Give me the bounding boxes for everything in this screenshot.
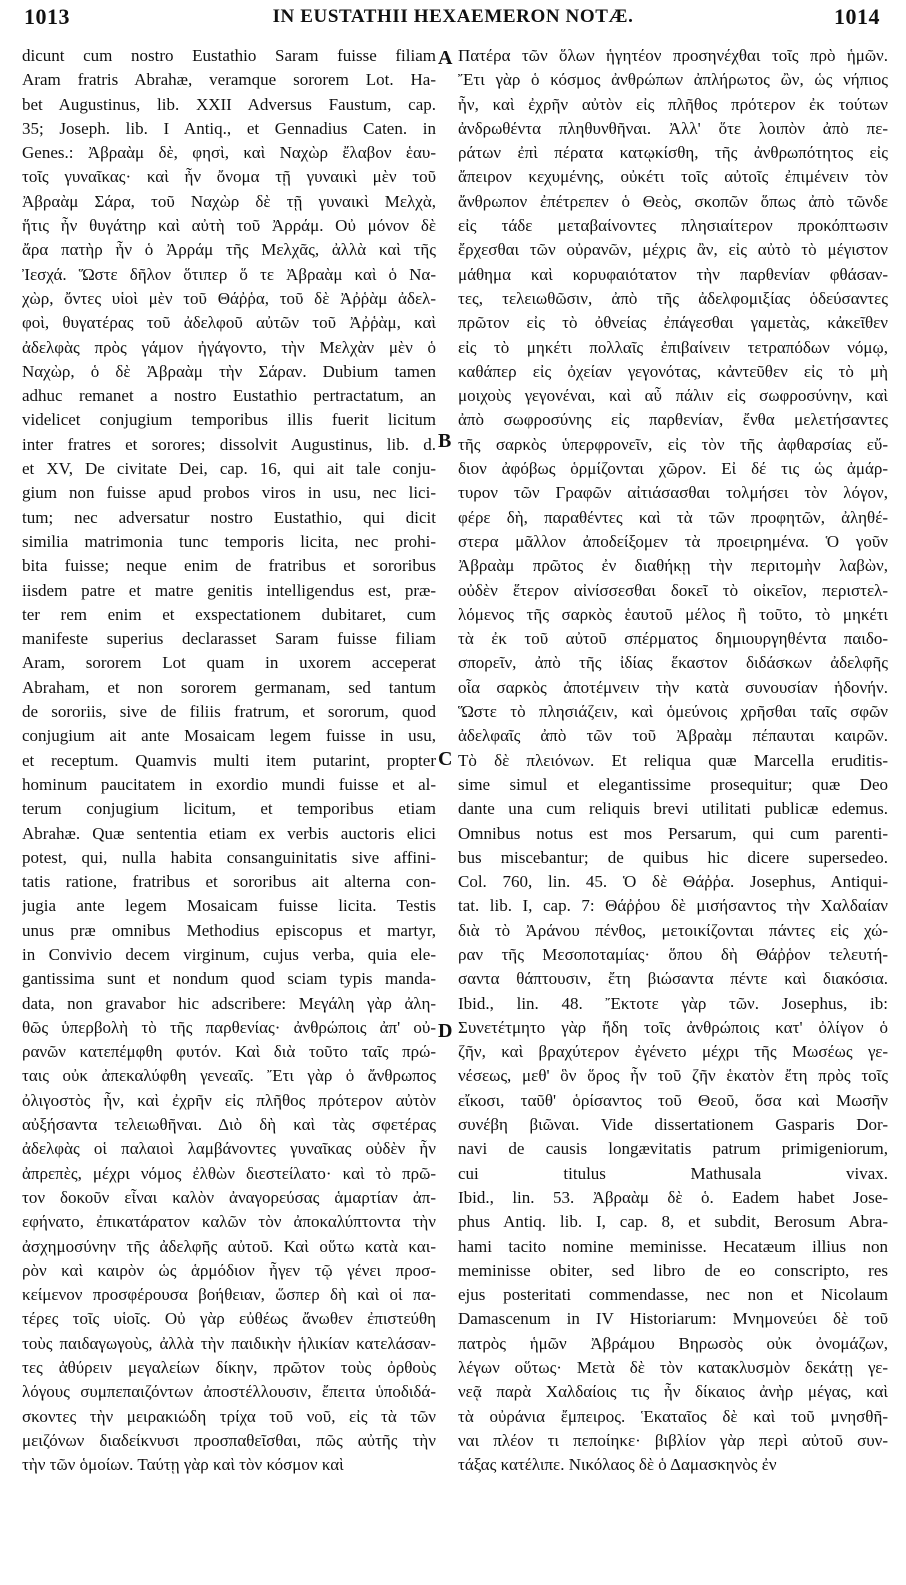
right-column-line: Ibid., lin. 53. Ἀβραὰμ δὲ ὁ. Eadem habet Jose-	[458, 1187, 888, 1207]
right-column-line: Ἔτι γὰρ ὁ κόσμος ἀνθρώπων ἀπλήρωτος ὢν, ὡς νήπιος	[458, 70, 888, 90]
left-column-line: iisdem patre et matre genitis intelligendus est, præ-	[22, 580, 436, 600]
left-column-line: εφήνατο, ἐπικατάρατον καλῶν τὸν ἀποκαλύπτοντα τὴν	[22, 1212, 436, 1232]
page-header	[0, 0, 906, 34]
right-column-line: ἔρχεσθαι τῶν οὐρανῶν, μέχρις ἂν, εἰς αὐτὸ τὸ μέγιστον	[458, 240, 888, 260]
left-column-line: ρανῶν κατεπέμφθη φυτόν. Καὶ διὰ τοῦτο ταῖς πρώ-	[22, 1042, 436, 1062]
right-column-line: στερα μᾶλλον ἀποδείξομεν τὰ προειρημένα. Ὁ γοῦν	[458, 531, 888, 551]
right-column-line: λόμενος τῆς σαρκὸς ἑαυτοῦ μέλος ἢ τοῦτο, τὸ μηκέτι	[458, 604, 888, 624]
right-column-line: τὰ ἐκ τοῦ αὐτοῦ σπέρματος δημιουργηθέντα παιδο-	[458, 629, 888, 649]
margin-letter-b: B	[438, 430, 452, 452]
right-column-line: διὰ τὸ Ἀράνου πένθος, μετοικίζονται πάντες εἰς χώ-	[458, 920, 888, 940]
right-column-line: Damascenum in IV Historiarum: Μνημονεύει δὲ τοῦ	[458, 1309, 888, 1329]
left-column-line: videlicet conjugium temporibus illis fuerit licitum	[22, 410, 436, 430]
right-column-line: ἀπὸ σωφροσύνης εἰς παρθενίαν, ἔνθα μελετήσαντες	[458, 410, 888, 430]
right-column-line: οὐδὲν ἕτερον αἰνίσσεσθαι δοκεῖ τὸ οἰκεῖον, περιστελ-	[458, 580, 888, 600]
left-column-line: tum; nec adversatur nostro Eustathio, qui dicit	[22, 507, 436, 527]
right-column-line: Πατέρα τῶν ὅλων ἡγητέον προσηνέχθαι τοῖς πρὸ ἡμῶν.	[458, 46, 888, 65]
left-column-line: terum conjugium licitum, et temporibus etiam	[22, 799, 436, 819]
left-column-line: χὼρ, ὄντες υἱοὶ μὲν τοῦ Θάῤῥα, τοῦ δὲ Ἀῤῥὰμ ἀδελ-	[22, 288, 436, 308]
right-column-line: μάθημα καὶ κορυφαιότατον τὴν παρθενίαν φθάσαν-	[458, 264, 888, 284]
left-column-line: ταις οὐκ ἀπεκαλύφθη γενεαῖς. Ἔτι γὰρ ὁ ἄνθρωπος	[22, 1066, 436, 1086]
right-column-line: νεᾷ παρὰ Χαλδαίοις τις ἦν δίκαιος ἀνὴρ μέγας, καὶ	[458, 1382, 888, 1402]
left-column-line: Ναχὼρ, ὁ δὲ Ἀβραὰμ τὴν Σάραν. Dubium tamen	[22, 361, 436, 381]
right-column-line: οἷα σαρκὸς ἀποτέμνειν τὴν κατὰ συνουσίαν ἡδονήν.	[458, 677, 888, 697]
left-column-line: unus præ omnibus Methodius episcopus et martyr,	[22, 920, 436, 940]
right-column-line: νέσεως, μεθ' ὃν ὅρος ἦν τοῦ ζῆν ἑκατὸν ἔτη πρὸς τοῖς	[458, 1066, 888, 1086]
running-title: IN EUSTATHII HEXAEMERON NOTÆ.	[272, 6, 634, 27]
left-column-line: φοὶ, θυγατέρας τοῦ ἀδελφοῦ αὐτῶν τοῦ Ἀῤῥὰμ, καὶ	[22, 313, 436, 333]
right-column-line: ἄνθρωπον ἐπέτρεπεν ὁ Θεὸς, σκοπῶν ὅπως ἀπὸ τῶνδε	[458, 191, 888, 211]
left-column-line: ἀδελφὰς πρὸς γάμον ἠγάγοντο, τὴν Μελχὰν μὲν ὁ	[22, 337, 436, 357]
left-column-line: gantissima sunt et nondum quod sciam typis manda-	[22, 969, 436, 989]
left-column-line: de sororiis, sive de filiis fratrum, et sororum, quod	[22, 702, 436, 722]
right-column-line: μοιχοὺς γεγονέναι, καὶ αὖ πάλιν εἰς σωφροσύνην, καὶ	[458, 386, 888, 406]
right-column-line: ἄπειρον κεχυμένης, οὐκέτι τοῖς αὐτοῖς ἐπιμένειν τὸν	[458, 167, 888, 187]
right-column-line: navi de causis longævitatis patrum primigeniorum,	[458, 1139, 888, 1159]
right-column-line: hami tacito nomine meminisse. Hecatæum illius non	[458, 1236, 888, 1256]
left-column-line: bita fuisse; neque enim de fratribus et sororibus	[22, 556, 436, 576]
right-column-line: πρῶτον εἰς τὸ ὀθνείας ἐπάγεσθαι γαμετὰς, κἀκεῖθεν	[458, 313, 888, 333]
margin-letter-a: A	[438, 47, 453, 69]
right-column-line: σαντα θάπτουσιν, ἔτη βιώσαντα πέντε καὶ διακόσια.	[458, 969, 888, 989]
left-column-line: Abrahæ. Quæ sententia etiam ex verbis auctoris elici	[22, 823, 436, 843]
left-column-line: λόγους συμπεπαιζόντων ἀποστέλλουσιν, ἔπειτα ὑποδιδά-	[22, 1382, 436, 1402]
right-column-line: συνέβη βιῶναι. Vide dissertationem Gasparis Dor-	[458, 1115, 888, 1135]
left-column-line: data, non gravabor hic adscribere: Μεγάλη γὰρ ἀλη-	[22, 993, 436, 1013]
left-column-line: κείμενον προσφέρουσα βοήθειαν, ὥσπερ δὴ καὶ οἱ πα-	[22, 1285, 436, 1305]
right-column-line: sime simul et elegantissime prosequitur; quæ Deo	[458, 774, 888, 794]
right-column-line: τὰ οὐράνια ἔμπειρος. Ἑκαταῖος δὲ καὶ τοῦ μνησθῆ-	[458, 1406, 888, 1426]
right-column-line: ἀνδρωθέντα πληθυνθῆναι. Ἀλλ' ὅτε λοιπὸν ἀπὸ πε-	[458, 118, 888, 138]
left-column-line: ἄρα πατὴρ ἦν ὁ Ἀρράμ τῆς Μελχᾶς, ἀλλὰ καὶ τῆς	[22, 240, 436, 260]
left-column-line: μειζόνων διαδείκνυσι προσπαθεῖσθαι, πῶς αὐτῆς τὴν	[22, 1430, 436, 1450]
left-column-line: 35; Joseph. lib. I Antiq., et Gennadius Caten. in	[22, 118, 436, 138]
left-column-line: Aram fratris Abrahæ, veramque sororem Lot. Ha-	[22, 70, 436, 90]
page-number-right: 1014	[834, 4, 880, 29]
right-column-line: dante una cum reliquis brevi utilitati publicæ edemus.	[458, 799, 888, 819]
right-column-line: Ὥστε τὸ πλησιάζειν, καὶ ὁμεύνοις χρῆσθαι ταῖς σφῶν	[458, 702, 888, 722]
right-column-line: εἰς τάδε μεταβαίνοντες πλησιαίτερον προκόπτωσιν	[458, 216, 888, 236]
left-column-line: τοῖς γυναῖκας· καὶ ἦν ὄνομα τῇ γυναικὶ μὲν τοῦ	[22, 167, 436, 187]
right-column-line: διον ἀφόβως ὁρμίζονται χῶρον. Εἰ δέ τις ὡς ἀμάρ-	[458, 459, 888, 479]
left-column-line: et XV, De civitate Dei, cap. 16, qui ait tale conju-	[22, 459, 436, 479]
right-column-line: Ἀβραὰμ πρῶτος ἐν διαθήκῃ τὴν περιτομὴν λαβὼν,	[458, 556, 888, 576]
right-column-line: ejus posteritati commendasse, nec non et Nicolaum	[458, 1285, 888, 1305]
left-column-line: τον δοκοῦν εἶναι καλὸν ἀναγορεύσας ἁμαρτίαν ἀπ-	[22, 1187, 436, 1207]
page-number-left: 1013	[24, 4, 70, 29]
right-column-line: τυρον τῶν Γραφῶν αἰτιάσασθαι τολμήσει τὸν λόγον,	[458, 483, 888, 503]
left-column-line: inter fratres et sorores; dissolvit Augustinus, lib. d.	[22, 434, 436, 454]
left-column-line: bet Augustinus, lib. XXII Adversus Faustum, cap.	[22, 94, 436, 114]
right-column-line: meminisse obiter, sed libro de eo conscripto, res	[458, 1260, 888, 1280]
left-column-line: similia matrimonia tunc temporis licita, nec prohi-	[22, 531, 436, 551]
left-column-line: jugia ante legem Mosaicam fuisse licita. Testis	[22, 896, 436, 916]
right-column-line: ναι πλέον τι πεποίηκε· βιβλίον γὰρ περὶ αὐτοῦ συν-	[458, 1430, 888, 1450]
right-column-line: ἦν, καὶ ἐχρῆν αὐτὸν εἰς πλῆθος πρότερον ἐκ τούτων	[458, 94, 888, 114]
left-column-line: conjugium ait ante Mosaicam legem fuisse in usu,	[22, 726, 436, 746]
right-column-line: καθάπερ εἰς ὀχείαν γεγονότας, κἀντεῦθεν εἰς τὸ μὴ	[458, 361, 888, 381]
left-column-line: potest, qui, nulla habita consanguinitatis sive affini-	[22, 847, 436, 867]
margin-letter-d: D	[438, 1020, 453, 1042]
left-column-line: ἀδελφὰς οἱ παλαιοὶ λαμβάνοντες γυναῖκας οὐδὲν ἦν	[22, 1139, 436, 1159]
right-column-line: bus miscebantur; de quibus hic dicere supersedeo.	[458, 847, 888, 867]
left-column-line: Ἰεσχά. Ὥστε δῆλον ὅτιπερ ὅ τε Ἀβραὰμ καὶ ὁ Να-	[22, 264, 436, 284]
right-text-column	[458, 44, 888, 1478]
left-column-line: Ἀβραὰμ Σάρα, τοῦ Ναχὼρ δὲ τῇ γυναικὶ Μελχὰ,	[22, 191, 436, 211]
left-column-line: in Convivio decem virginum, cujus verba, quia ele-	[22, 944, 436, 964]
left-column-line: τὴν τῶν ὁμοίων. Ταύτῃ γὰρ καὶ τὸν κόσμον καὶ	[22, 1455, 344, 1475]
right-column-line: Ibid., lin. 48. Ἔκτοτε γὰρ τῶν. Josephus, ib:	[458, 993, 888, 1013]
left-column-line: ἀπρεπὲς, μέχρι νόμος ἐλθὼν διεστείλατο· καὶ τὸ πρῶ-	[22, 1163, 436, 1183]
right-column-line: τες, τελειωθῶσιν, ἀπὸ τῆς ἀδελφομιξίας ὁδεύσαντες	[458, 288, 888, 308]
right-column-line: cui titulus Mathusala vivax.	[458, 1163, 888, 1183]
left-column-line: ἀσχημοσύνην τῆς ἀδελφῆς αὐτοῦ. Καὶ οὕτω κατὰ και-	[22, 1236, 436, 1256]
margin-letter-c: C	[438, 748, 453, 770]
right-column-line: σπορεῖν, ἀπὸ τῆς ἰδίας ἕκαστον διδάσκων ἀδελφῆς	[458, 653, 888, 673]
left-column-line: Genes.: Ἀβραὰμ δὲ, φησὶ, καὶ Ναχὼρ ἔλαβον ἑαυ-	[22, 143, 436, 163]
left-column-line: ρὸν καὶ καιρὸν ὡς ἁρμόδιον ἦγεν τῷ γένει προσ-	[22, 1260, 436, 1280]
left-column-line: adhuc remanet a nostro Eustathio pertractatum, an	[22, 386, 436, 406]
left-column-line: τέρες τοῖς υἱοῖς. Οὐ γὰρ εὐθέως ἄνωθεν ἐπιστεύθη	[22, 1309, 436, 1329]
right-column-line: ἀδελφαῖς ἀπὸ τῶν τοῦ Ἀβραὰμ πέπαυται καιρῶν.	[458, 726, 888, 746]
right-column-line: Col. 760, lin. 45. Ὁ δὲ Θάῤῥα. Josephus, Antiqui-	[458, 872, 888, 892]
left-column-line: dicunt cum nostro Eustathio Saram fuisse filiam	[22, 46, 436, 65]
right-column-line: εἰς τὸ μηκέτι πολλαῖς ἐπιβαίνειν τετραπόδων νόμῳ,	[458, 337, 888, 357]
right-column-line: tat. lib. I, cap. 7: Θάῤῥου δὲ μισήσαντος τὴν Χαλδαίαν	[458, 896, 888, 916]
left-column-line: ὀλιγοστὸς ἦν, καὶ ἐχρῆν εἰς πλῆθος πρότερον αὐτὸν	[22, 1090, 436, 1110]
right-column-line: εἴκοσι, ταῦθ' ὁρίσαντος τοῦ Θεοῦ, ὅσα καὶ Μωσῆν	[458, 1090, 888, 1110]
left-column-line: Abraham, et non sororem germanam, sed tantum	[22, 677, 436, 697]
right-column-line: τῆς σαρκὸς ὑπερφρονεῖν, εἰς τὸν τῆς ἀφθαρσίας εὔ-	[458, 434, 888, 454]
left-column-line: et receptum. Quamvis multi item putarint, propter	[22, 750, 436, 770]
right-column-line: πατρὸς ἡμῶν Ἀβράμου Βηρωσὸς οὐκ ὀνομάζων,	[458, 1333, 888, 1353]
right-column-line: ράτων ἐπὶ πέρατα κατῳκίσθη, τῆς ἀνθρωπότητος εἰς	[458, 143, 888, 163]
right-column-line: φέρε δὴ, παραθέντες καὶ τὰ τῶν προφητῶν, ἀληθέ-	[458, 507, 888, 527]
left-column-line: τες ἀθύρειν μεγαλείων δίκην, πρῶτον τοὺς ὀρθοὺς	[22, 1358, 436, 1378]
right-column-line: ζῆν, καὶ βραχύτερον ἐγένετο μέχρι τῆς Μωσέως γε-	[458, 1042, 888, 1062]
left-column-line: ἥτις ἦν θυγάτηρ καὶ αὐτὴ τοῦ Ἀρράμ. Οὐ μόνον δὲ	[22, 216, 436, 236]
left-column-line: τοὺς παιδαγωγοὺς, ἀλλὰ τὴν παιδικὴν ἡλικίαν κατελάσαν-	[22, 1333, 436, 1353]
right-column-line: λέγων οὕτως· Μετὰ δὲ τὸν κατακλυσμὸν δεκάτῃ γε-	[458, 1358, 888, 1378]
left-text-column	[22, 44, 436, 1478]
left-column-line: manifeste superius declarasset Saram fuisse filiam	[22, 629, 436, 649]
right-column-line: τάξας κατέλιπε. Νικόλαος δὲ ὁ Δαμασκηνὸς ἐν	[458, 1455, 777, 1475]
right-column-line: Omnibus notus est mos Persarum, qui cum parenti-	[458, 823, 888, 843]
left-column-line: Aram, sororem Lot quam in uxorem acceperat	[22, 653, 436, 673]
left-column-line: αὐξήσαντα τελειωθῆναι. Διὸ δὴ καὶ τὰς σφετέρας	[22, 1115, 436, 1135]
left-column-line: ter rem enim et exspectationem dubitaret, cum	[22, 604, 436, 624]
right-column-line: phus Antiq. lib. I, cap. 8, et subdit, Berosum Abra-	[458, 1212, 888, 1232]
left-column-line: tatis ratione, fratribus et sororibus ait alterna con-	[22, 872, 436, 892]
right-column-line: Συνετέτμητο γὰρ ἤδη τοῖς ἀνθρώποις κατ' ὀλίγον ὁ	[458, 1017, 888, 1037]
right-column-line: Τὸ δὲ πλειόνων. Et reliqua quæ Marcella eruditis-	[458, 750, 888, 770]
left-column-line: σκοντες τὴν μειρακιώδη τρίχα τοῦ νοῦ, εἰς τὰ τῶν	[22, 1406, 436, 1426]
right-column-line: ραν τῆς Μεσοποταμίας· ὅπου δὴ Θάῤῥον τελευτή-	[458, 944, 888, 964]
left-column-line: gium non fuisse apud probos viros in usu, nec lici-	[22, 483, 436, 503]
left-column-line: θῶς ὑπερβολὴ τὸ τῆς παρθενίας· ἀνθρώποις ἀπ' οὐ-	[22, 1017, 436, 1037]
left-column-line: hominum paucitatem in exordio mundi fuisse et al-	[22, 774, 436, 794]
